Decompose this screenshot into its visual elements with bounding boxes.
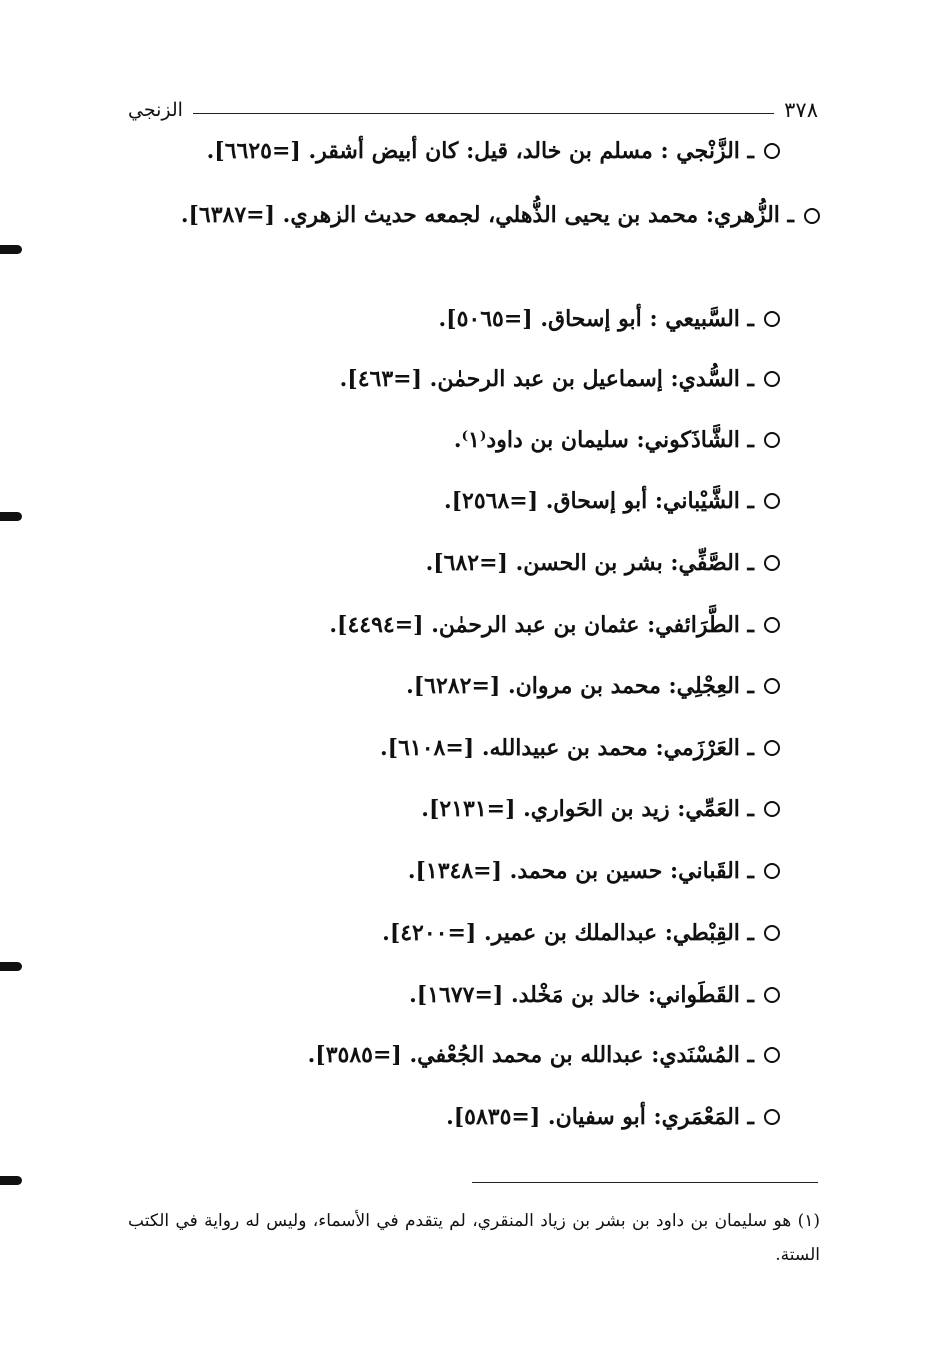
footnote: (١) هو سليمان بن داود بن بشر بن زياد المنقري، لم يتقدم في الأسماء، وليس له رواية في الكتب الستة.: [128, 1211, 820, 1265]
circle-bullet-icon: [764, 617, 780, 633]
circle-bullet-icon: [764, 493, 780, 509]
circle-bullet-icon: [764, 863, 780, 879]
circle-bullet-icon: [764, 987, 780, 1003]
circle-bullet-icon: [804, 208, 820, 224]
list-item: [406, 675, 780, 697]
list-item: [382, 922, 780, 944]
circle-bullet-icon: [764, 143, 780, 159]
circle-bullet-icon: [764, 801, 780, 817]
scan-edge-mark: [0, 1176, 22, 1185]
list-item: [207, 140, 780, 162]
circle-bullet-icon: [764, 678, 780, 694]
circle-bullet-icon: [764, 432, 780, 448]
entry-text: ـ القِبْطي: عبدالملك بن عمير. [=٤٢٠٠].: [382, 920, 754, 946]
entry-text: ـ السُّدي: إسماعيل بن عبد الرحمٰن. [=٤٦٣].: [339, 366, 754, 392]
list-item: [380, 737, 780, 759]
entry-text: ـ الشَّاذَكوني: سليمان بن داود⁽١⁾.: [453, 427, 754, 453]
list-item: [444, 490, 780, 512]
circle-bullet-icon: [764, 371, 780, 387]
list-item: [130, 192, 820, 238]
footnote-rule: [472, 1182, 818, 1183]
list-item: [308, 1044, 780, 1066]
circle-bullet-icon: [764, 1047, 780, 1063]
list-item: [421, 798, 780, 820]
scan-edge-mark: [0, 962, 22, 971]
scan-edge-mark: [0, 512, 22, 521]
list-item: [340, 368, 780, 390]
entry-text: ـ العَمِّي: زيد بن الحَواري. [=٢١٣١].: [421, 796, 754, 822]
page-number: ٣٧٨: [784, 98, 818, 122]
circle-bullet-icon: [764, 740, 780, 756]
list-item: [408, 860, 780, 882]
circle-bullet-icon: [764, 311, 780, 327]
list-item: [329, 614, 780, 636]
entry-text: ـ العِجْلِي: محمد بن مروان. [=٦٢٨٢].: [406, 673, 754, 699]
list-item: [409, 984, 780, 1006]
circle-bullet-icon: [764, 555, 780, 571]
scan-edge-mark: [0, 245, 22, 254]
running-title: الزنجي: [128, 99, 183, 121]
entry-text: ـ المَعْمَري: أبو سفيان. [=٥٨٣٥].: [446, 1104, 754, 1130]
entry-text: ـ الصَّفِّي: بشر بن الحسن. [=٦٨٢].: [425, 550, 754, 576]
list-item: [439, 308, 781, 330]
entry-text: ـ السَّبيعي : أبو إسحاق. [=٥٠٦٥].: [438, 306, 754, 332]
entry-text: ـ القَباني: حسين بن محمد. [=١٣٤٨].: [407, 858, 754, 884]
entry-text: ـ الزُّهري: محمد بن يحيى الذُّهلي، لجمعه حديث الزهري. [=٦٣٨٧].: [180, 202, 794, 228]
entry-text: ـ الطَّرَائفي: عثمان بن عبد الرحمٰن. [=٤٤٩٤].: [329, 612, 754, 638]
entry-text: ـ العَرْزَمي: محمد بن عبيدالله. [=٦١٠٨].: [380, 735, 754, 761]
entry-text: ـ المُسْنَدي: عبدالله بن محمد الجُعْفي. [=٣٥٨٥].: [307, 1042, 754, 1068]
list-item: [426, 552, 780, 574]
circle-bullet-icon: [764, 1109, 780, 1125]
header-rule: [193, 113, 774, 114]
entry-text: ـ الزَّنْجي : مسلم بن خالد، قيل: كان أبيض أشقر. [=٦٦٢٥].: [206, 138, 754, 164]
page-header: [128, 94, 818, 126]
list-item: [454, 429, 780, 451]
entry-text: ـ الشَّيْباني: أبو إسحاق. [=٢٥٦٨].: [443, 488, 754, 514]
circle-bullet-icon: [764, 925, 780, 941]
list-item: [446, 1106, 780, 1128]
entry-text: ـ القَطَواني: خالد بن مَخْلد. [=١٦٧٧].: [409, 982, 754, 1008]
